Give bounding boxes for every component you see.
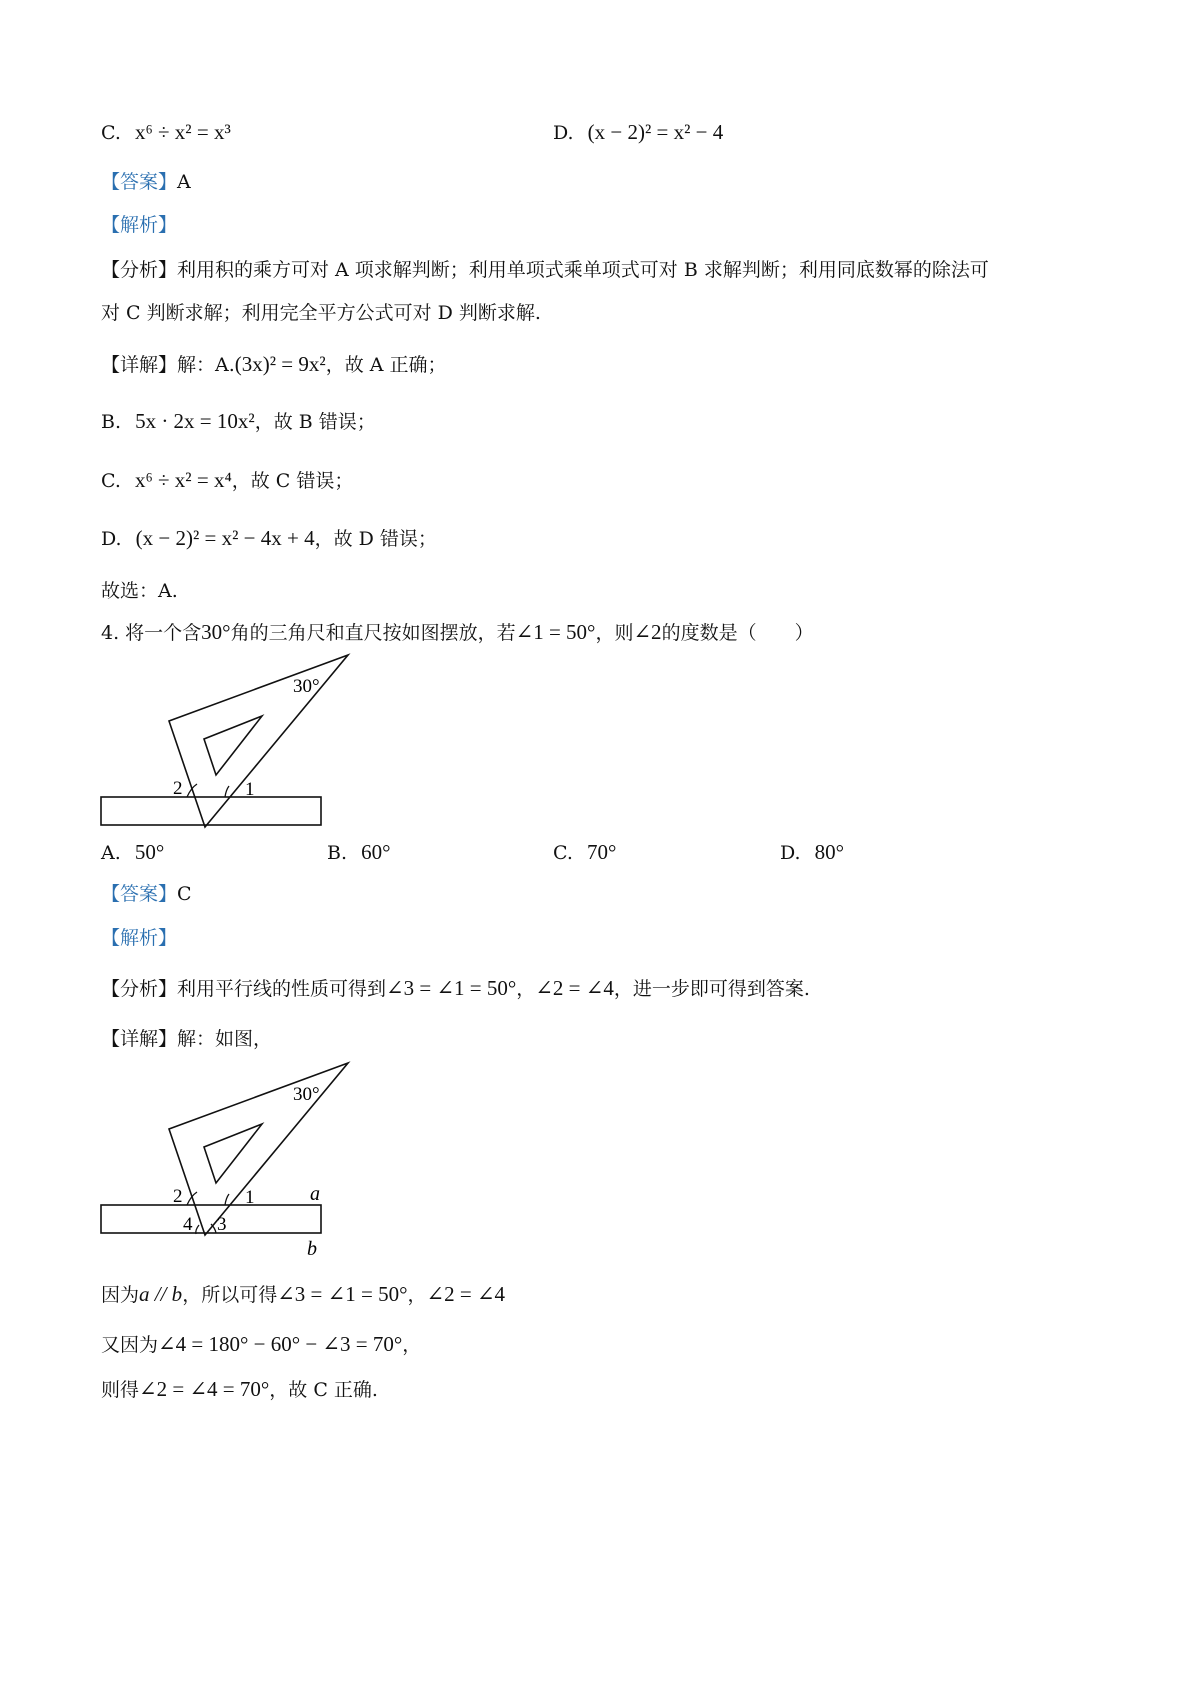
label-line-b: b xyxy=(307,1238,317,1260)
answer-tag-q4: 【答案】 xyxy=(101,883,178,905)
label-angle-1-fig2: 1 xyxy=(245,1187,255,1208)
fenxi-line-1: 【分析】利用积的乘方可对 A 项求解判断；利用单项式乘单项式可对 B 求解判断；利用同底数幂的除法可 xyxy=(101,259,989,281)
fenxi-q4-sep: ， xyxy=(516,978,536,1000)
label-line-a: a xyxy=(310,1183,320,1205)
option-c xyxy=(101,118,231,147)
stem-mid2: ，则 xyxy=(595,622,634,644)
option-d-q4-label: D. xyxy=(780,842,801,864)
detail-b-expr: 5x · 2x = 10x² xyxy=(135,409,255,433)
step1-mid: ，所以可得 xyxy=(182,1284,278,1306)
conclusion-q3: 故选：A. xyxy=(101,580,178,602)
figure-2 xyxy=(95,1058,365,1263)
fenxi-q4-suffix: ，进一步即可得到答案. xyxy=(613,978,810,1000)
analysis-tag-q3: 【解析】 xyxy=(101,214,178,236)
step2-prefix: 又因为 xyxy=(101,1334,159,1356)
detail-c-expr: x⁶ ÷ x² = x⁴ xyxy=(134,468,232,492)
stem-prefix: 4. 将一个含 xyxy=(101,622,202,644)
step-3 xyxy=(101,1375,378,1404)
analysis-tag-q4: 【解析】 xyxy=(101,927,178,949)
label-angle-1: 1 xyxy=(245,779,255,800)
step1-sep: ， xyxy=(407,1284,427,1306)
step1-prefix: 因为 xyxy=(101,1284,140,1306)
option-b xyxy=(327,838,390,867)
answer-value: A xyxy=(177,171,191,193)
detail-c xyxy=(101,466,353,495)
fenxi-line-2: 对 C 判断求解；利用完全平方公式可对 D 判断求解. xyxy=(101,302,541,324)
option-a-value: 50° xyxy=(134,840,165,864)
step1-expr1: ∠3 = ∠1 = 50° xyxy=(277,1282,408,1306)
step-1 xyxy=(101,1280,505,1309)
option-d-expr: (x − 2)² = x² − 4 xyxy=(587,120,724,144)
detail-a xyxy=(101,350,447,379)
detail-b-label: B. xyxy=(101,411,122,433)
step3-prefix: 则得 xyxy=(101,1379,140,1401)
arc-angle-1 xyxy=(225,786,229,797)
label-30deg-fig2: 30° xyxy=(293,1084,320,1105)
answer-line-q3 xyxy=(101,168,191,196)
option-d xyxy=(553,118,723,147)
answer-line-q4 xyxy=(101,880,192,908)
label-30deg: 30° xyxy=(293,676,320,697)
step1-expr2: ∠2 = ∠4 xyxy=(426,1282,506,1306)
step3-expr: ∠2 = ∠4 = 70° xyxy=(139,1377,270,1401)
detail-a-suffix: ，故 A 正确； xyxy=(325,354,447,376)
step2-suffix: ， xyxy=(402,1334,422,1356)
label-angle-3: 3 xyxy=(217,1214,227,1235)
option-c-q4-label: C. xyxy=(553,842,573,864)
option-b-value: 60° xyxy=(361,840,391,864)
option-b-label: B. xyxy=(327,842,348,864)
stem-target: ∠2 xyxy=(633,620,662,644)
step1-parallel: a // b xyxy=(139,1282,183,1306)
stem-suffix: 的度数是（ ） xyxy=(661,622,814,644)
option-a xyxy=(101,838,164,867)
option-c-q4-value: 70° xyxy=(586,840,617,864)
detail-b-suffix: ，故 B 错误； xyxy=(254,411,376,433)
stem-cond: ∠1 = 50° xyxy=(515,620,596,644)
answer-value-q4: C xyxy=(177,883,192,905)
detail-prefix: 【详解】解：A. xyxy=(101,354,235,376)
figure-1 xyxy=(95,650,365,835)
question-4-stem xyxy=(101,618,814,647)
option-c-expr: x⁶ ÷ x² = x³ xyxy=(134,120,231,144)
fenxi-q4-expr2: ∠2 = ∠4 xyxy=(535,976,614,1000)
option-c-q4 xyxy=(553,838,616,867)
detail-c-suffix: ，故 C 错误； xyxy=(231,470,354,492)
label-angle-2-fig2: 2 xyxy=(173,1186,183,1207)
triangle-cutout-2 xyxy=(204,1124,262,1183)
step3-suffix: ，故 C 正确. xyxy=(269,1379,378,1401)
step2-expr: ∠4 = 180° − 60° − ∠3 = 70° xyxy=(158,1332,403,1356)
option-d-q4 xyxy=(780,838,844,867)
option-d-label: D. xyxy=(553,122,574,144)
detail-d-expr: (x − 2)² = x² − 4x + 4 xyxy=(135,526,315,550)
option-d-q4-value: 80° xyxy=(814,840,845,864)
label-angle-4: 4 xyxy=(183,1214,193,1235)
stem-mid: 角的三角尺和直尺按如图摆放，若 xyxy=(230,622,516,644)
detail-c-label: C. xyxy=(101,470,121,492)
step-2 xyxy=(101,1330,421,1359)
triangle-cutout xyxy=(204,716,262,775)
fenxi-q4-prefix: 【分析】利用平行线的性质可得到 xyxy=(101,978,387,1000)
detail-intro-q4: 【详解】解：如图， xyxy=(101,1028,273,1050)
stem-angle: 30° xyxy=(201,620,231,644)
detail-b xyxy=(101,407,376,436)
arc-angle-1-fig2 xyxy=(225,1194,229,1205)
label-angle-2: 2 xyxy=(173,778,183,799)
detail-d-suffix: ，故 D 错误； xyxy=(314,528,437,550)
option-c-label: C. xyxy=(101,122,121,144)
detail-d-label: D. xyxy=(101,528,122,550)
option-a-label: A. xyxy=(101,842,121,864)
answer-tag: 【答案】 xyxy=(101,171,178,193)
detail-d xyxy=(101,524,437,553)
fenxi-q4 xyxy=(101,974,810,1003)
fenxi-q4-expr1: ∠3 = ∠1 = 50° xyxy=(386,976,517,1000)
detail-a-expr: (3x)² = 9x² xyxy=(234,352,326,376)
